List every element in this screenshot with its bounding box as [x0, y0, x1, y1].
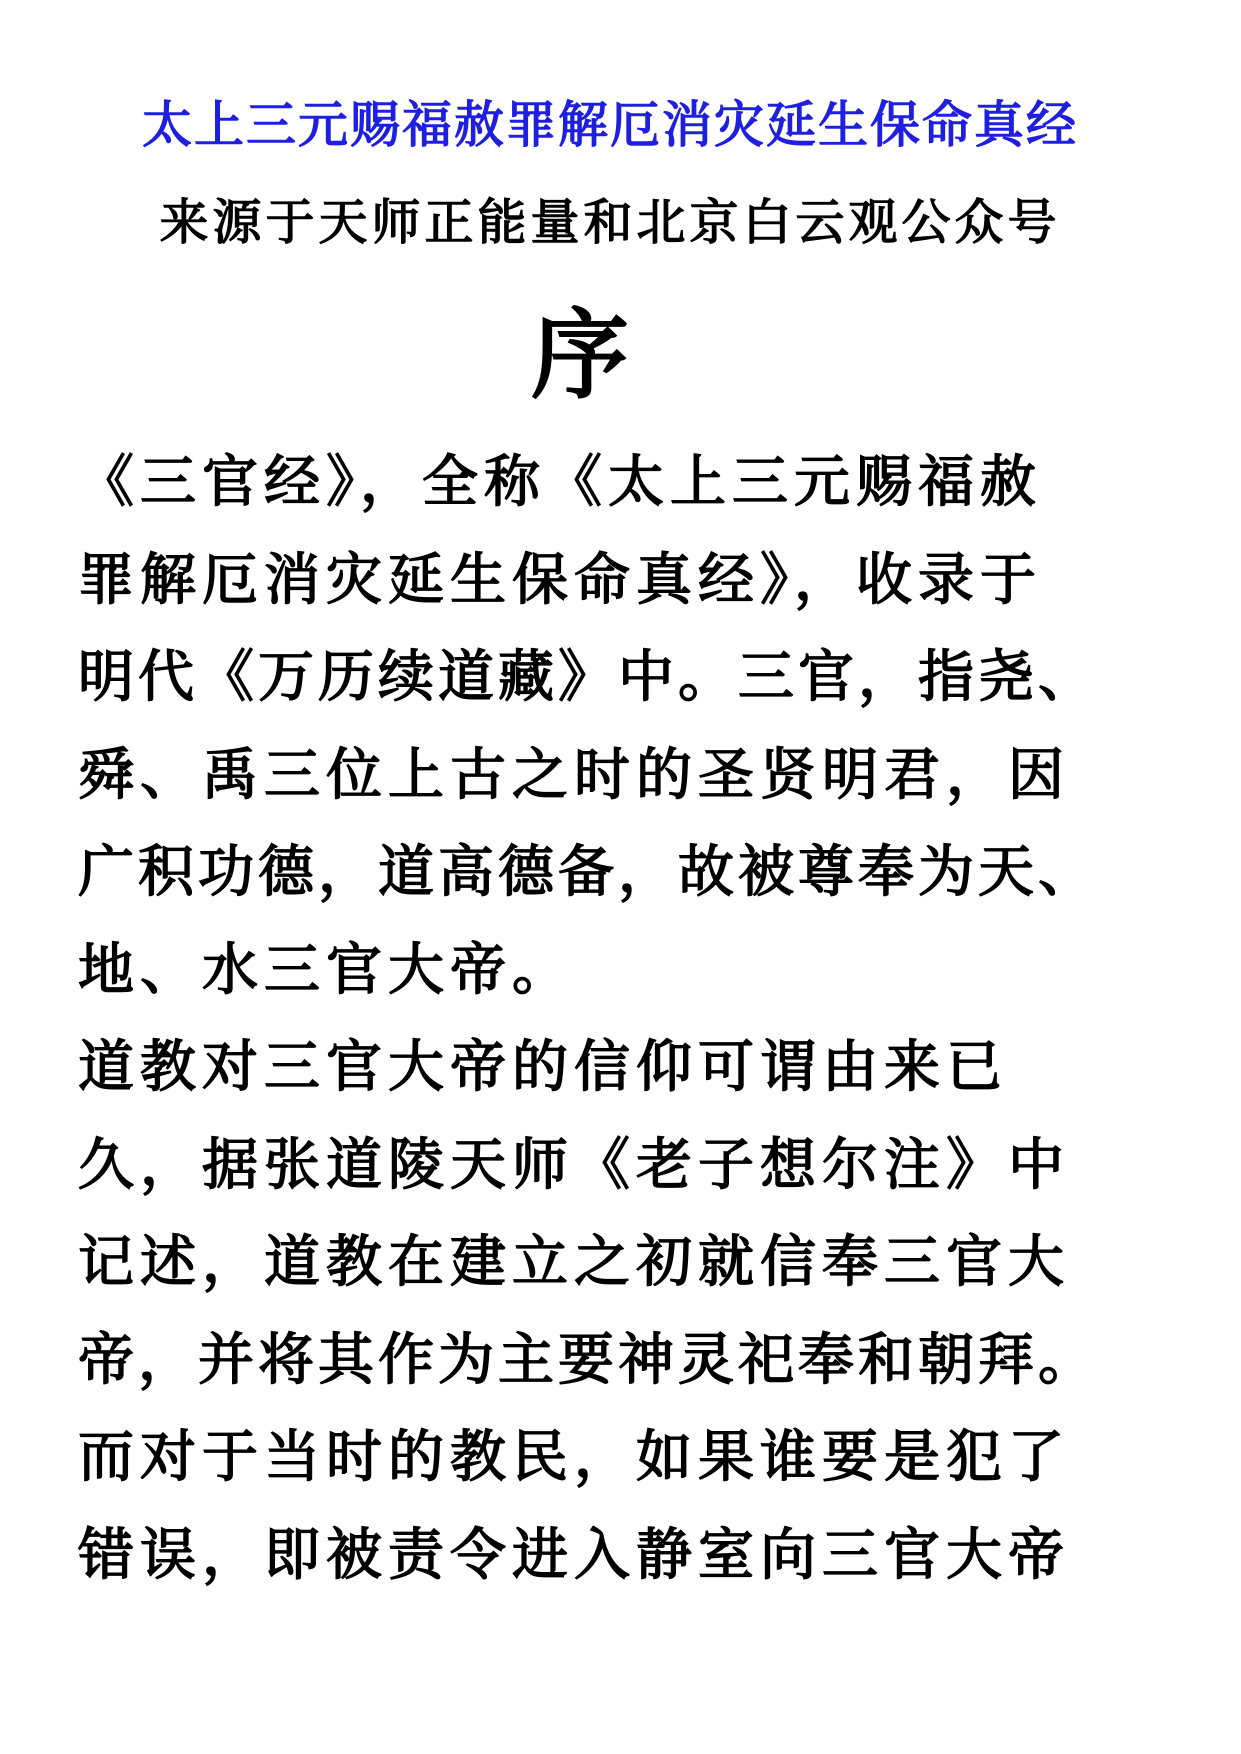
text-line: 广积功德，道高德备，故被尊奉为天、 [78, 839, 1098, 905]
text-line: 而对于当时的教民，如果谁要是犯了 [78, 1424, 1070, 1490]
document-source: 来源于天师正能量和北京白云观公众号 [159, 193, 1061, 251]
text-line: 《三官经》，全称《太上三元赐福赦 [78, 449, 1042, 515]
text-line: 记述，道教在建立之初就信奉三官大 [78, 1229, 1070, 1295]
text-line: 明代《万历续道藏》中。三官，指尧、 [78, 644, 1098, 710]
text-line: 道教对三官大帝的信仰可谓由来已 [78, 1034, 1008, 1100]
text-line: 久，据张道陵天师《老子想尔注》中 [78, 1131, 1070, 1198]
document-title: 太上三元赐福赦罪解厄消灾延生保命真经 [142, 95, 1078, 154]
text-line: 舜、禹三位上古之时的圣贤明君，因 [78, 741, 1070, 808]
text-line: 帝，并将其作为主要神灵祀奉和朝拜。 [78, 1326, 1098, 1393]
text-line: 错误，即被责令进入静室向三官大帝 [78, 1521, 1070, 1588]
text-line: 地、水三官大帝。 [78, 936, 574, 1003]
section-heading: 序 [530, 298, 629, 413]
text-line: 罪解厄消灾延生保命真经》，收录于 [78, 546, 1042, 613]
body-text [78, 434, 1118, 1604]
